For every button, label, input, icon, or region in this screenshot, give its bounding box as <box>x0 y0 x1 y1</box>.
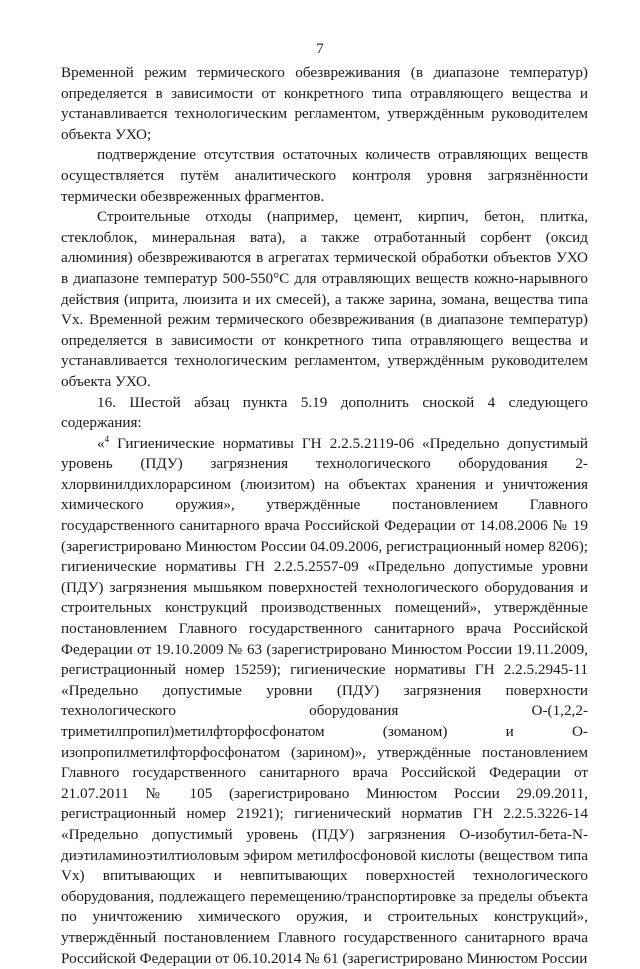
page-number: 7 <box>316 41 324 57</box>
footnote-marker: 4 <box>104 433 110 444</box>
footnote-open-quote: « <box>97 434 105 452</box>
paragraph-thermal-time-mode: Временной режим термического обезвреживания (в диапазоне температур) определяется в зависимости от конкретного типа отравляющего вещества и устанавливается технологическим регламентом, утверждённым руководителем объекта УХО; <box>61 64 588 143</box>
paragraph-item-16: 16. Шестой абзац пункта 5.19 дополнить сноской 4 следующего содержания: <box>61 393 588 432</box>
paragraph-construction-waste: Строительные отходы (например, цемент, кирпич, бетон, плитка, стеклоблок, минеральная вата), а также отработанный сорбент (оксид алюминия) обезвреживаются в агрегатах термической обработки объектов УХО в диапазоне температур 500-550°С для отравляющих веществ кожно-нарывного действия (иприта, люизита и их смесей), а также зарина, зомана, вещества типа Vx. Временной режим термического обезвреживания (в диапазоне температур) определяется в зависимости от конкретного типа отравляющего вещества и устанавливается технологическим регламентом, утверждённым руководителем объекта УХО. <box>61 208 588 390</box>
document-body <box>61 63 588 969</box>
footnote-4-paragraph <box>61 434 588 969</box>
paragraph-residual-control: подтверждение отсутствия остаточных количеств отравляющих веществ осуществляется путём аналитического контроля уровня загрязнённости термически обезвреженных фрагментов. <box>61 146 588 205</box>
footnote-4-text: Гигиенические нормативы ГН 2.2.5.2119-06 «Предельно допустимый уровень (ПДУ) загрязнения технологического оборудования 2-хлорвинилдихлорарсином (люизитом) на объектах хранения и уничтожения химического оружия», утверждённые постановлением Главного государственного санитарного врача Российской Федерации от 14.08.2006 № 19 (зарегистрировано Минюстом России 04.09.2006, регистрационный номер 8206); гигиенические нормативы ГН 2.2.5.2557-09 «Предельно допустимые уровни (ПДУ) загрязнения мышьяком поверхностей технологического оборудования и строительных конструкций производственных помещений», утверждённые постановлением Главного государственного санитарного врача Российской Федерации от 19.10.2009 № 63 (зарегистрировано Минюстом России 19.11.2009, регистрационный номер 15259); гигиенические нормативы ГН 2.2.5.2945-11 «Предельно допустимые уровни (ПДУ) загрязнения поверхности технологического оборудования О-(1,2,2-триметилпропил)метилфторфосфонатом (зоманом) и О-изопропилметилфторфосфонатом (зарином)», утверждённые постановлением Главного государственного санитарного врача Российской Федерации от 21.07.2011 № 105 (зарегистрировано Минюстом России 29.09.2011, регистрационный номер 21921); гигиенический норматив ГН 2.2.5.3226-14 «Предельно допустимый уровень (ПДУ) загрязнения О-изобутил-бета-N-диэтиламиноэтилтиоловым эфиром метилфосфоновой кислоты (веществом типа Vx) впитывающих и невпитывающих поверхностей технологического оборудования, подлежащего перемещению/транспортировке за пределы объекта по уничтожению химического оружия, и строительных конструкций», утверждённый постановлением Главного государственного санитарного врача Российской Федерации от 06.10.2014 № 61 (зарегистрировано Минюстом России <box>61 434 588 967</box>
